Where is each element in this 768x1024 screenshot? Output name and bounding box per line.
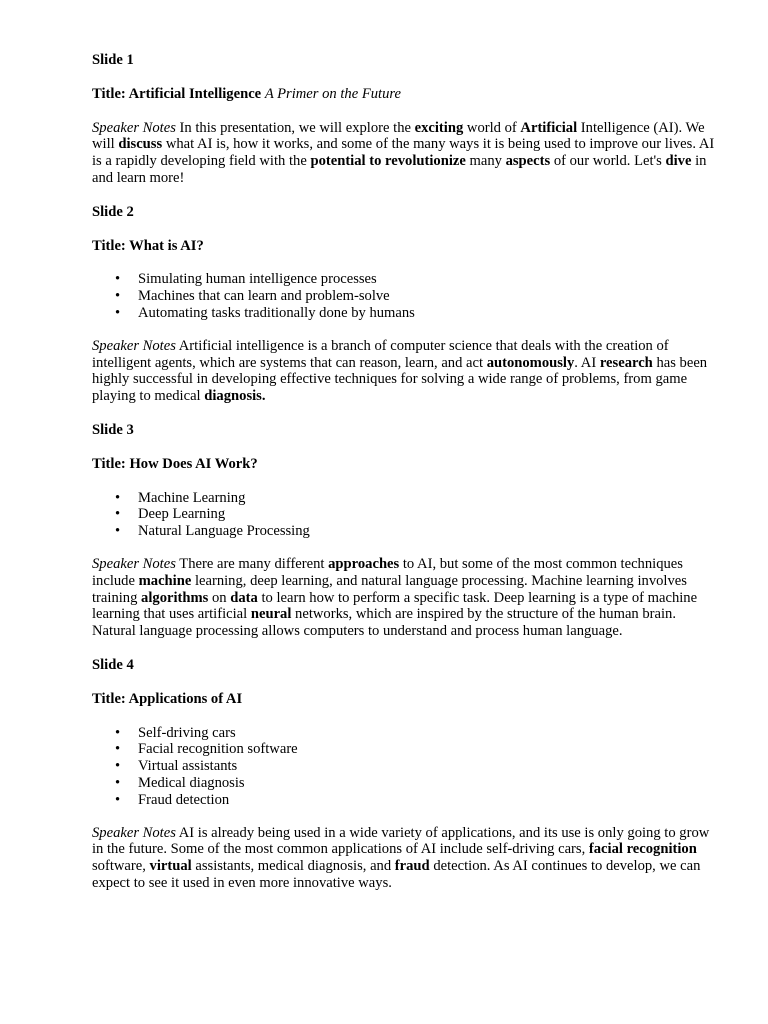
bullet-dot-icon: • xyxy=(115,271,121,288)
bullet-text: Medical diagnosis xyxy=(138,774,245,791)
bullet-text: Machines that can learn and problem-solve xyxy=(138,288,390,305)
notes-segment-bold: diagnosis. xyxy=(204,388,266,405)
notes-segment: detection. As AI continues to develop, we can expect to see it used in even more innovative ways. xyxy=(92,858,701,891)
notes-segment-bold: facial recognition xyxy=(588,841,697,858)
slide-label: Slide 3 xyxy=(92,421,134,438)
notes-segment: Intelligence (AI). We will xyxy=(92,119,705,153)
bullet-dot-icon: • xyxy=(115,288,121,305)
speaker-notes xyxy=(92,338,722,405)
notes-segment-bold: virtual xyxy=(149,858,192,875)
bullet-text: Facial recognition software xyxy=(138,741,298,758)
title-prefix: Title: xyxy=(92,85,129,102)
speaker-notes-label: Speaker Notes xyxy=(92,555,176,572)
bullet-text: Automating tasks traditionally done by humans xyxy=(138,304,415,321)
slide-label: Slide 1 xyxy=(92,52,134,68)
notes-segment-bold: machine xyxy=(138,572,192,589)
bullet-dot-icon: • xyxy=(115,724,121,741)
notes-segment: assistants, medical diagnosis, and xyxy=(191,858,395,875)
notes-segment: many xyxy=(465,153,506,170)
bullet-item xyxy=(92,792,722,809)
slide-title xyxy=(92,691,722,708)
bullet-item xyxy=(92,490,722,507)
bullet-list xyxy=(92,490,722,540)
bullet-item xyxy=(92,725,722,742)
notes-segment-bold: fraud xyxy=(394,858,430,875)
title-prefix: Title: xyxy=(92,690,129,707)
speaker-notes xyxy=(92,825,722,892)
speaker-notes xyxy=(92,556,722,640)
slide-title xyxy=(92,238,722,255)
notes-segment: has been highly successful in developing effective techniques for solving a wide range of problems, from game playing to medical xyxy=(92,354,708,405)
notes-segment-bold: potential to revolutionize xyxy=(310,153,466,170)
bullet-item xyxy=(92,305,722,322)
bullet-item xyxy=(92,741,722,758)
bullet-dot-icon: • xyxy=(115,758,121,775)
bullet-text: Self-driving cars xyxy=(138,724,236,741)
bullet-text: Virtual assistants xyxy=(138,758,238,775)
notes-segment-bold: autonomously xyxy=(486,354,575,371)
notes-segment: to AI, but some of the most common techniques include xyxy=(92,555,683,589)
bullet-dot-icon: • xyxy=(115,791,121,808)
slide-label: Slide 4 xyxy=(92,656,134,673)
bullet-item xyxy=(92,288,722,305)
speaker-notes-label: Speaker Notes xyxy=(92,119,176,136)
slide-label: Slide 2 xyxy=(92,203,134,220)
notes-segment-bold: algorithms xyxy=(141,589,209,606)
bullet-text: Natural Language Processing xyxy=(138,523,310,540)
title-prefix: Title: xyxy=(92,455,130,472)
title-text: Artificial Intelligence xyxy=(128,85,262,102)
slide-section-2 xyxy=(92,204,722,405)
notes-segment: to learn how to perform a specific task. Deep learning is a type of machine learning that uses artificial xyxy=(92,589,698,623)
bullet-dot-icon: • xyxy=(115,774,121,791)
bullet-dot-icon: • xyxy=(115,741,121,758)
bullet-item xyxy=(92,271,722,288)
notes-segment-bold: approaches xyxy=(328,555,400,572)
bullet-dot-icon: • xyxy=(115,489,121,506)
bullet-list xyxy=(92,271,722,321)
title-text: How Does AI Work? xyxy=(129,455,258,472)
notes-segment: world of xyxy=(463,119,521,136)
notes-segment-bold: Artificial xyxy=(520,119,578,136)
bullet-dot-icon: • xyxy=(115,304,121,321)
notes-segment: . AI xyxy=(574,354,600,371)
notes-segment: of our world. Let's xyxy=(550,153,666,170)
slide-section-4 xyxy=(92,657,722,892)
title-prefix: Title: xyxy=(92,237,130,254)
speaker-notes xyxy=(92,120,722,187)
bullet-item xyxy=(92,758,722,775)
bullet-item xyxy=(92,506,722,523)
slide-section-1 xyxy=(92,52,722,187)
document-page xyxy=(92,52,722,909)
notes-segment-bold: research xyxy=(599,354,653,371)
notes-segment: learning, deep learning, and natural language processing. Machine learning involves training xyxy=(92,572,687,606)
bullet-text: Simulating human intelligence processes xyxy=(138,271,377,288)
notes-segment: software, xyxy=(92,858,150,875)
slide-title xyxy=(92,456,722,473)
notes-segment: networks, which are inspired by the structure of the human brain. Natural language processing allows computers to understand and process human language. xyxy=(92,606,677,640)
notes-segment: in and learn more! xyxy=(92,153,707,186)
notes-segment-bold: discuss xyxy=(118,136,163,153)
notes-segment-bold: neural xyxy=(250,606,292,623)
notes-segment: Artificial intelligence is a branch of computer science that deals with the creation of intelligent agents, which are systems that can reason, learn, and act xyxy=(92,337,669,371)
bullet-item xyxy=(92,775,722,792)
bullet-text: Fraud detection xyxy=(138,791,230,808)
speaker-notes-label: Speaker Notes xyxy=(92,824,176,841)
bullet-list xyxy=(92,725,722,809)
notes-segment-bold: dive xyxy=(665,153,692,170)
notes-segment: AI is already being used in a wide variety of applications, and its use is only going to grow in the future. Some of the most common applications of AI include self-driving cars, xyxy=(92,824,710,858)
notes-segment: There are many different xyxy=(175,555,329,572)
title-text: What is AI? xyxy=(129,237,204,254)
title-subtitle: A Primer on the Future xyxy=(264,85,402,102)
title-text: Applications of AI xyxy=(128,690,243,707)
slide-title xyxy=(92,86,722,103)
notes-segment: In this presentation, we will explore the xyxy=(175,119,415,136)
bullet-dot-icon: • xyxy=(115,523,121,540)
slide-section-3 xyxy=(92,422,722,640)
notes-segment-bold: exciting xyxy=(414,119,464,136)
speaker-notes-label: Speaker Notes xyxy=(92,337,176,354)
bullet-item xyxy=(92,523,722,540)
bullet-dot-icon: • xyxy=(115,506,121,523)
notes-segment-bold: aspects xyxy=(505,153,551,170)
notes-segment: what AI is, how it works, and some of the many ways it is being used to improve our lives. AI is a rapidly developing field with the xyxy=(92,136,715,170)
notes-segment-bold: data xyxy=(230,589,258,606)
notes-segment: on xyxy=(208,589,231,606)
bullet-text: Deep Learning xyxy=(138,506,226,523)
bullet-text: Machine Learning xyxy=(138,489,246,506)
